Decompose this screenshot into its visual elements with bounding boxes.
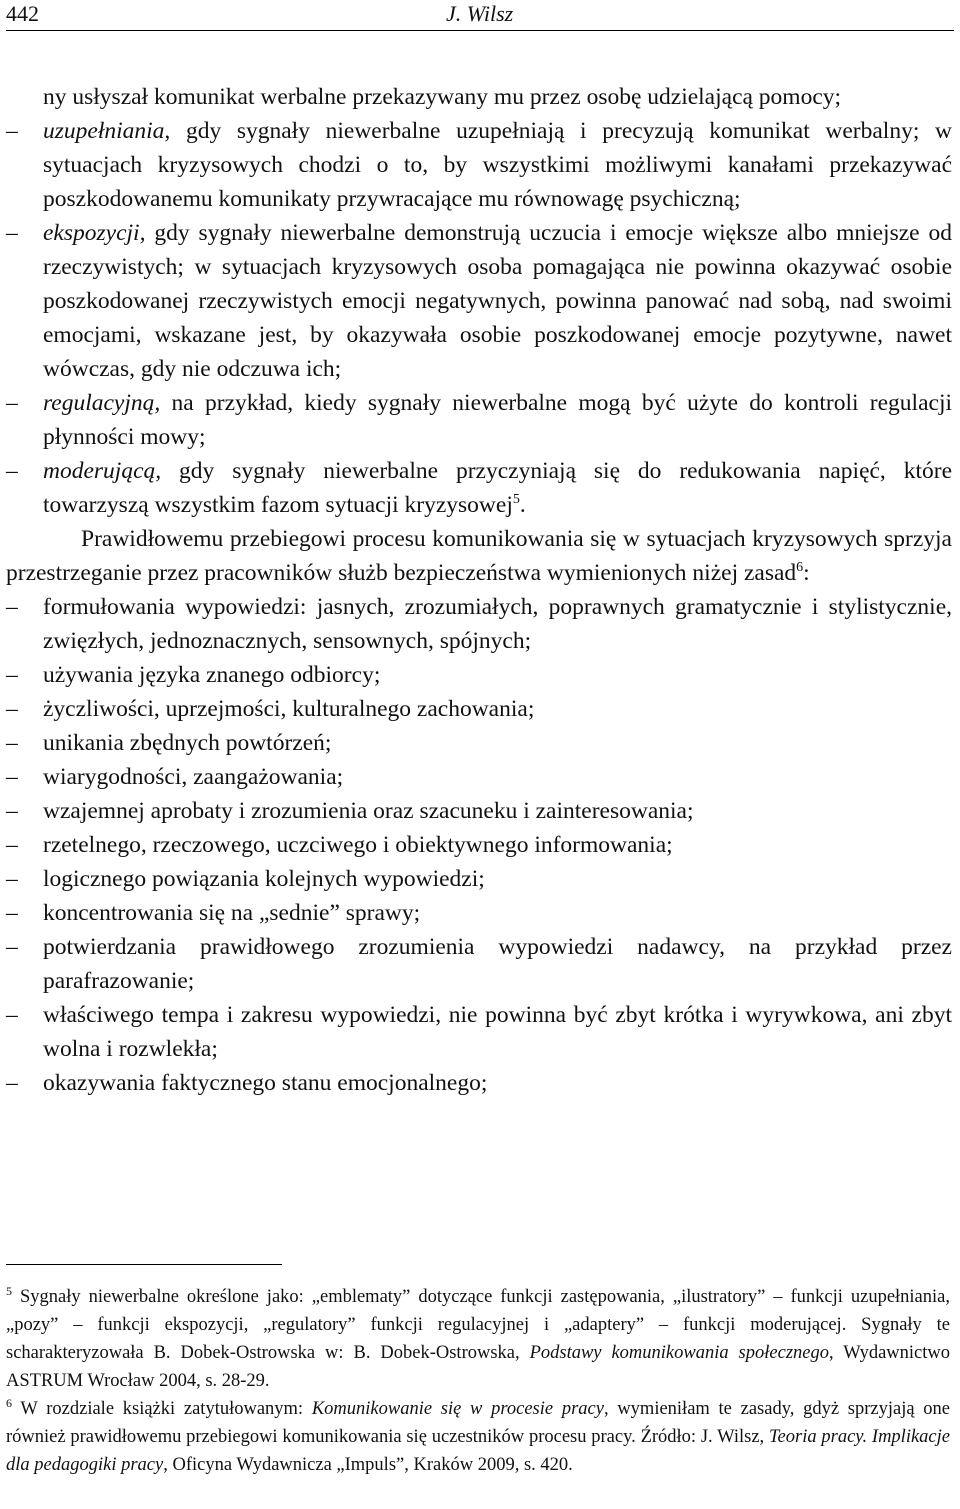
rule-text: okazywania faktycznego stanu emocjonalnego; bbox=[43, 1070, 488, 1096]
body-paragraph bbox=[6, 522, 952, 590]
dash-bullet: – bbox=[6, 390, 18, 416]
footnote-ref: 5 bbox=[512, 492, 520, 507]
continued-item: ny usłyszał komunikat werbalne przekazywany mu przez osobę udzielającą pomocy; bbox=[43, 84, 842, 110]
term: ekspozycji, bbox=[43, 220, 146, 246]
list-item bbox=[6, 216, 952, 386]
rule-item bbox=[6, 896, 952, 930]
page-header bbox=[6, 0, 954, 31]
dash-bullet: – bbox=[6, 900, 18, 926]
paragraph-text: Prawidłowemu przebiegowi procesu komunikowania się w sytuacjach kryzysowych sprzyja przestrzeganie przez pracowników służb bezpieczeństwa wymienionych niżej zasad bbox=[6, 526, 952, 586]
dash-bullet: – bbox=[6, 662, 18, 688]
rule-item bbox=[6, 930, 952, 998]
rule-item bbox=[6, 998, 952, 1066]
rule-item bbox=[6, 726, 952, 760]
rule-text: wiarygodności, zaangażowania; bbox=[43, 764, 344, 790]
rule-text: potwierdzania prawidłowego zrozumienia wypowiedzi nadawcy, na przykład przez parafrazowanie; bbox=[43, 934, 952, 994]
list-item bbox=[6, 386, 952, 454]
dash-bullet: – bbox=[6, 798, 18, 824]
chapter-title: Komunikowanie się w procesie pracy bbox=[311, 1399, 604, 1419]
rule-item bbox=[6, 1066, 952, 1100]
footnote-separator bbox=[6, 1264, 282, 1265]
item-text: gdy sygnały niewerbalne uzupełniają i precyzują komunikat werbalny; w sytuacjach kryzysowych chodzi o to, by wszystkimi możliwymi kanałami przekazywać poszkodowanemu komunikaty przywracające mu równowagę psychiczną; bbox=[43, 118, 952, 212]
footnote-text: W rozdziale książki zatytułowanym: bbox=[12, 1399, 312, 1419]
list-item bbox=[6, 114, 952, 216]
footnote-ref: 6 bbox=[796, 560, 804, 575]
rule-text: wzajemnej aprobaty i zrozumienia oraz szacuneku i zainteresowania; bbox=[43, 798, 694, 824]
dash-bullet: – bbox=[6, 1002, 18, 1028]
paragraph-end: : bbox=[803, 560, 810, 586]
rule-item bbox=[6, 658, 952, 692]
dash-bullet: – bbox=[6, 594, 18, 620]
footnote bbox=[6, 1395, 950, 1479]
dash-bullet: – bbox=[6, 764, 18, 790]
footnote-number: 6 bbox=[6, 1396, 12, 1410]
rule-item bbox=[6, 862, 952, 896]
running-head: J. Wilsz bbox=[446, 1, 514, 26]
term: regulacyjną, bbox=[43, 390, 161, 416]
item-end: . bbox=[519, 492, 526, 518]
dash-bullet: – bbox=[6, 730, 18, 756]
rule-text: rzetelnego, rzeczowego, uczciwego i obiektywnego informowania; bbox=[43, 832, 673, 858]
dash-bullet: – bbox=[6, 220, 18, 246]
footnotes bbox=[6, 1283, 950, 1479]
item-text: na przykład, kiedy sygnały niewerbalne mogą być użyte do kontroli regulacji płynności mowy; bbox=[43, 390, 952, 450]
rule-text: życzliwości, uprzejmości, kulturalnego zachowania; bbox=[43, 696, 535, 722]
footnote-number: 5 bbox=[6, 1284, 12, 1298]
rule-text: używania języka znanego odbiorcy; bbox=[43, 662, 381, 688]
rule-item bbox=[6, 760, 952, 794]
footnote-text: , wymieniłam te zasady, gdyż sprzyjają one również prawidłowemu przebiegowi komunikowania się uczestników procesu pracy. Źródło: J. Wilsz, bbox=[6, 1399, 950, 1447]
rule-item bbox=[6, 590, 952, 658]
main-text bbox=[6, 80, 952, 1100]
rule-text: koncentrowania się na „sednie” sprawy; bbox=[43, 900, 421, 926]
term: uzupełniania, bbox=[43, 118, 171, 144]
rule-item bbox=[6, 692, 952, 726]
dash-bullet: – bbox=[6, 934, 18, 960]
rule-item bbox=[6, 794, 952, 828]
book-title: Teoria pracy. Implikacje dla pedagogiki pracy bbox=[6, 1427, 950, 1475]
rule-item bbox=[6, 828, 952, 862]
dash-bullet: – bbox=[6, 832, 18, 858]
rule-text: unikania zbędnych powtórzeń; bbox=[43, 730, 332, 756]
page-number: 442 bbox=[6, 1, 39, 26]
item-text: gdy sygnały niewerbalne demonstrują uczucia i emocje większe albo mniejsze od rzeczywistych; w sytuacjach kryzysowych osoba pomagająca nie powinna okazywać osobie poszkodowanej rzeczywistych emocji negatywnych, powinna panować nad sobą, nad swoimi emocjami, wskazane jest, by okazywała osobie poszkodowanej emocje pozytywne, nawet wówczas, gdy nie odczuwa ich; bbox=[43, 220, 952, 382]
footnote bbox=[6, 1283, 950, 1395]
book-title: Podstawy komunikowania społecznego bbox=[529, 1343, 829, 1363]
footnote-text: , Oficyna Wydawnicza „Impuls”, Kraków 2009, s. 420. bbox=[163, 1455, 573, 1475]
rule-text: właściwego tempa i zakresu wypowiedzi, nie powinna być zbyt krótka i wyrywkowa, ani zbyt wolna i rozwlekła; bbox=[43, 1002, 952, 1062]
dash-bullet: – bbox=[6, 866, 18, 892]
footnote-text: Sygnały niewerbalne określone jako: „emblematy” dotyczące funkcji zastępowania, „ilustratory” – funkcji uzupełniania, „pozy” – funkcji ekspozycji, „regulatory” funkcji regulacyjnej i „adaptery” – funkcji moderującej. Sygnały te scharakteryzowała B. Dobek-Ostrowska w: B. Dobek-Ostrowska, bbox=[6, 1287, 950, 1363]
term: moderującą, bbox=[43, 458, 162, 484]
dash-bullet: – bbox=[6, 458, 18, 484]
list-item bbox=[6, 454, 952, 522]
rule-text: formułowania wypowiedzi: jasnych, zrozumiałych, poprawnych gramatycznie i stylistycznie, zwięzłych, jednoznacznych, sensownych, spójnych; bbox=[43, 594, 952, 654]
dash-bullet: – bbox=[6, 118, 18, 144]
item-text: gdy sygnały niewerbalne przyczyniają się do redukowania napięć, które towarzyszą wszystkim fazom sytuacji kryzysowej bbox=[43, 458, 952, 518]
dash-bullet: – bbox=[6, 1070, 18, 1096]
footnote-text: , Wydawnictwo ASTRUM Wrocław 2004, s. 28-29. bbox=[6, 1343, 950, 1391]
rule-text: logicznego powiązania kolejnych wypowiedzi; bbox=[43, 866, 485, 892]
dash-bullet: – bbox=[6, 696, 18, 722]
